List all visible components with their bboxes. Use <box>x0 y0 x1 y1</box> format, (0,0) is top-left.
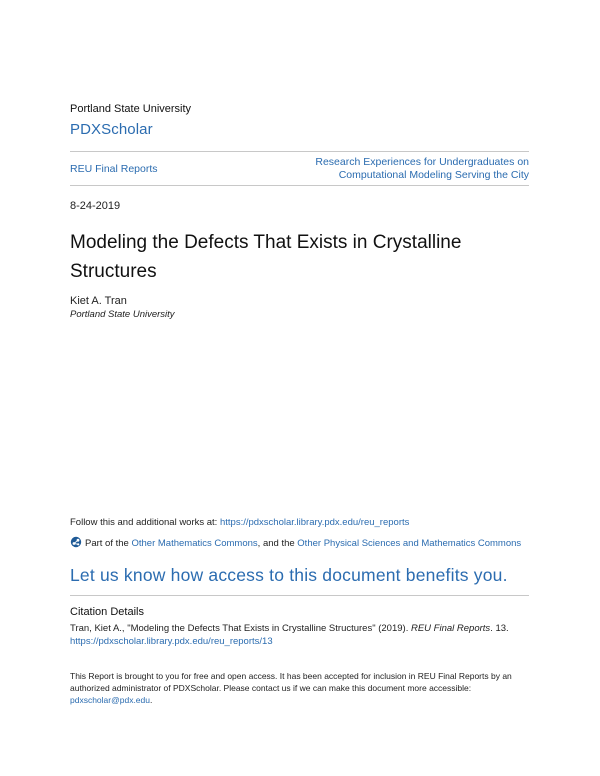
commons-link-1[interactable]: Other Mathematics Commons <box>131 538 258 549</box>
network-icon <box>70 536 82 548</box>
follow-line <box>70 517 409 528</box>
citation-heading: Citation Details <box>70 606 144 618</box>
series-line-2: Computational Modeling Serving the City <box>338 169 529 181</box>
citation-journal: REU Final Reports <box>410 623 491 634</box>
author-name: Kiet A. Tran <box>70 295 127 307</box>
author-affiliation: Portland State University <box>70 309 175 320</box>
contact-email-link[interactable]: pdxscholar@pdx.edu <box>70 695 150 705</box>
part-of-prefix: Part of the <box>85 538 132 549</box>
series-link[interactable] <box>229 156 529 182</box>
paper-title: Modeling the Defects That Exists in Crystalline Structures <box>70 232 462 282</box>
series-line-1: Research Experiences for Undergraduates on <box>315 156 529 168</box>
institution-name: Portland State University <box>70 103 192 115</box>
publication-date: 8-24-2019 <box>70 200 121 212</box>
follow-prefix: Follow this and additional works at: <box>70 517 220 528</box>
collection-link[interactable]: REU Final Reports <box>70 163 158 175</box>
access-notice <box>70 670 530 706</box>
divider-middle <box>70 185 529 186</box>
citation-url-link[interactable]: https://pdxscholar.library.pdx.edu/reu_reports/13 <box>70 636 273 647</box>
divider-bottom <box>70 595 529 596</box>
notice-end: . <box>149 695 153 705</box>
citation-prefix: Tran, Kiet A., "Modeling the Defects That Exists in Crystalline Structures" (2019). <box>70 623 411 634</box>
notice-text: This Report is brought to you for free and open access. It has been accepted for inclusion in REU Final Reports by an authorized administrator of PDXScholar. Please contact us if we can make this document more accessible: <box>70 671 512 693</box>
benefits-feedback-link[interactable]: Let us know how access to this document benefits you. <box>70 565 508 585</box>
citation-text <box>70 622 530 648</box>
divider-top <box>70 151 529 152</box>
repository-link[interactable]: PDXScholar <box>70 121 153 138</box>
collection-url-link[interactable]: https://pdxscholar.library.pdx.edu/reu_reports <box>219 517 410 528</box>
part-of-middle: , and the <box>257 538 298 549</box>
part-of-line <box>70 535 530 552</box>
commons-link-2[interactable]: Other Physical Sciences and Mathematics Commons <box>297 538 522 549</box>
citation-suffix: . 13. <box>490 623 509 634</box>
